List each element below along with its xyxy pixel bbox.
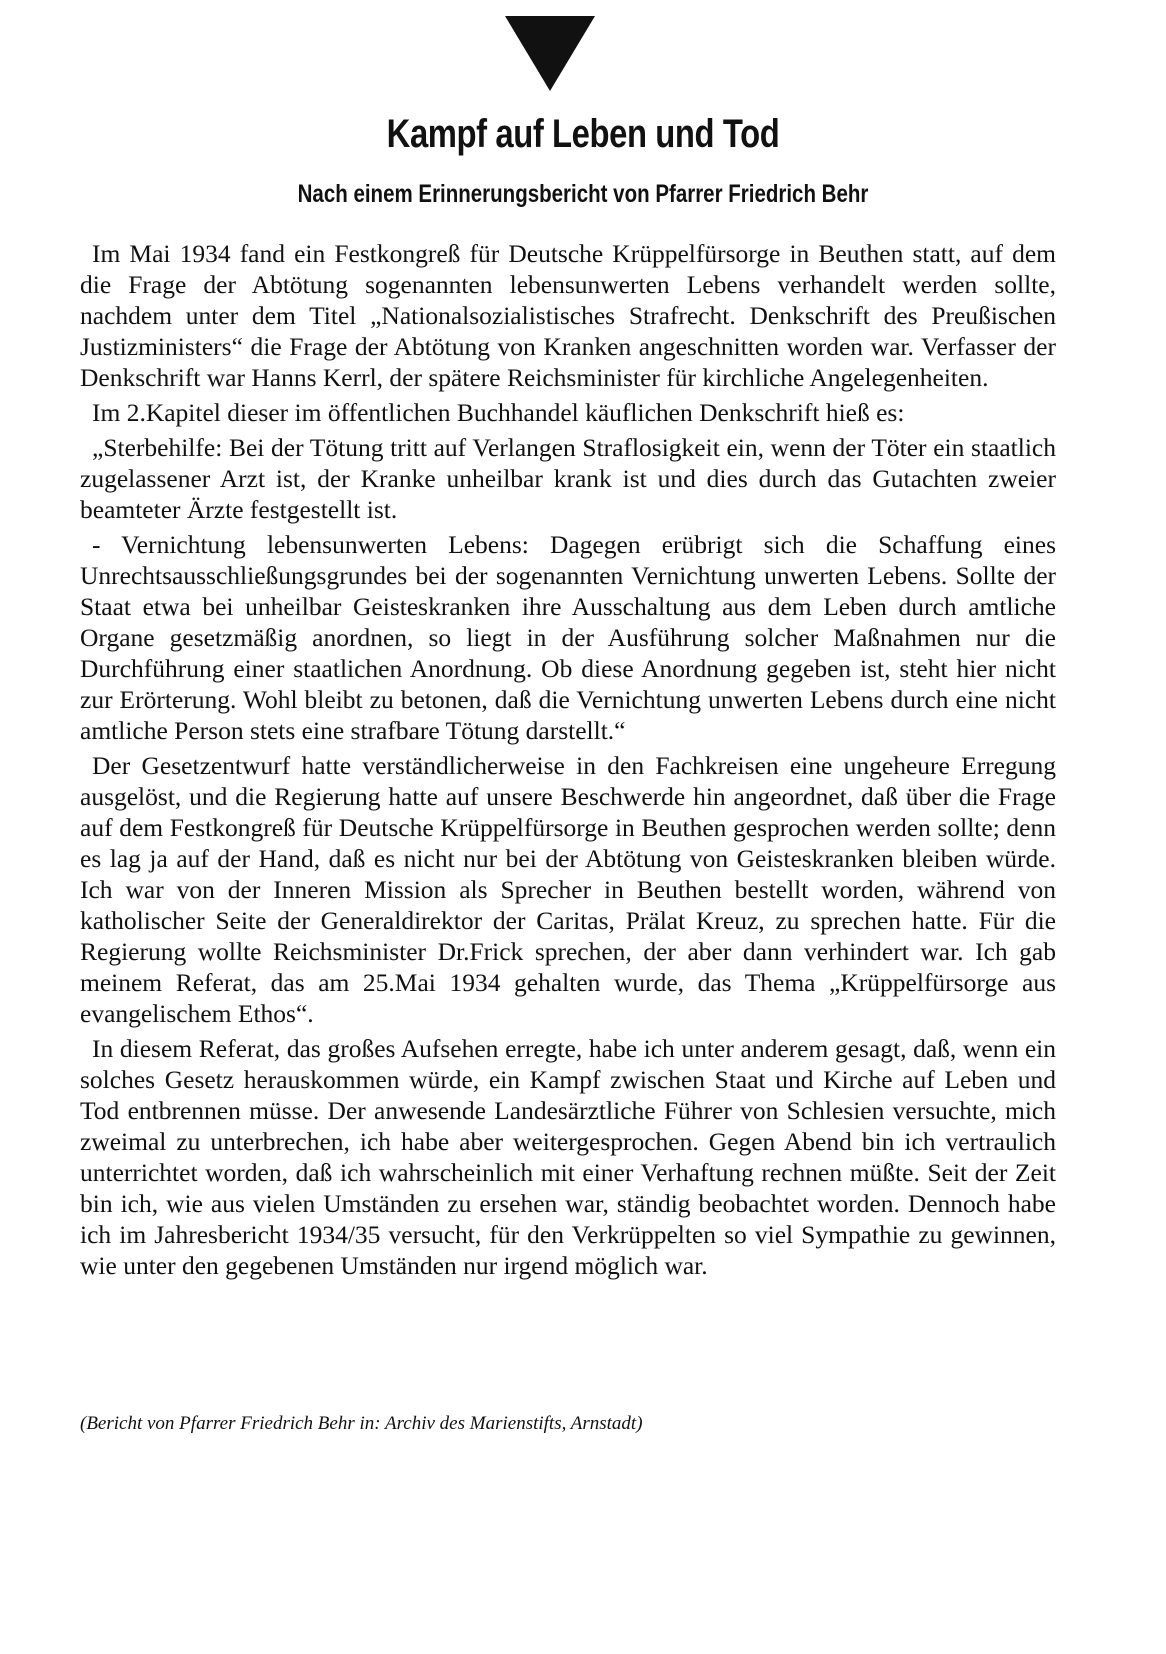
- paragraph-gesetzentwurf: Der Gesetzentwurf hatte verständlicherweise in den Fachkreisen eine ungeheure Erregung ausgelöst, und die Regierung hatte auf unsere Beschwerde hin angeordnet, daß über die Frage auf dem Festkongreß für Deutsche Krüppelfürsorge in Beuthen gesprochen werden sollte; denn es lag ja auf der Hand, daß es nicht nur bei der Abtötung von Geisteskranken bleiben würde. Ich war von der Inneren Mission als Sprecher in Beuthen bestellt worden, während von katholischer Seite der Generaldirektor der Caritas, Prälat Kreuz, zu sprechen hatte. Für die Regierung wollte Reichsminister Dr.Frick sprechen, der aber dann verhindert war. Ich gab meinem Referat, das am 25.Mai 1934 gehalten wurde, das Thema „Krüppelfürsorge aus evangelischem Ethos“.: [80, 751, 1056, 1028]
- paragraph-intro: Im Mai 1934 fand ein Festkongreß für Deutsche Krüppelfürsorge in Beuthen statt, auf dem die Frage der Abtötung sogenannten lebensunwerten Lebens verhandelt werden sollte, nachdem unter dem Titel „Nationalsozialistisches Strafrecht. Denkschrift des Preußischen Justizministers“ die Frage der Abtötung von Kranken angeschnitten worden war. Verfasser der Denkschrift war Hanns Kerrl, der spätere Reichsminister für kirchliche Angelegenheiten.: [80, 239, 1056, 392]
- paragraph-quote-vernichtung: - Vernichtung lebensunwerten Lebens: Dagegen erübrigt sich die Schaffung eines Unrechtsausschließungsgrundes bei der sogenannten Vernichtung unwerten Lebens. Sollte der Staat etwa bei unheilbar Geisteskranken ihre Ausschaltung aus dem Leben durch amtliche Organe gesetzmäßig anordnen, so liegt in der Ausführung solcher Maßnahmen nur die Durchführung einer staatlichen Anordnung. Ob diese Anordnung gegeben ist, steht hier nicht zur Erörterung. Wohl bleibt zu betonen, daß die Vernichtung unwerten Lebens durch eine nicht amtliche Person stets eine strafbare Tötung darstellt.“: [80, 530, 1056, 745]
- document-subtitle: Nach einem Erinnerungsbericht von Pfarrer Friedrich Behr: [297, 180, 869, 208]
- paragraph-quote-sterbehilfe: „Sterbehilfe: Bei der Tötung tritt auf Verlangen Straflosigkeit ein, wenn der Töter ein staatlich zugelassener Arzt ist, der Kranke unheilbar krank ist und dies durch das Gutachten zweier beamteter Ärzte festgestellt ist.: [80, 433, 1056, 524]
- paragraph-chapter-reference: Im 2.Kapitel dieser im öffentlichen Buchhandel käuflichen Denkschrift hieß es:: [92, 398, 905, 427]
- document-title: Kampf auf Leben und Tod: [386, 112, 780, 156]
- source-citation: (Bericht von Pfarrer Friedrich Behr in: Archiv des Marienstifts, Arnstadt): [80, 1413, 643, 1434]
- black-triangle-icon: [505, 16, 595, 91]
- paragraph-referat: In diesem Referat, das großes Aufsehen erregte, habe ich unter anderem gesagt, daß, wenn ein solches Gesetz herauskommen würde, ein Kampf zwischen Staat und Kirche auf Leben und Tod entbrennen müsse. Der anwesende Landesärztliche Führer von Schlesien versuchte, mich zweimal zu unterbrechen, ich habe aber weitergesprochen. Gegen Abend bin ich vertraulich unterrichtet worden, daß ich wahrscheinlich mit einer Verhaftung rechnen müßte. Seit der Zeit bin ich, wie aus vielen Umständen zu ersehen war, ständig beobachtet worden. Dennoch habe ich im Jahresbericht 1934/35 versucht, für den Verkrüppelten so viel Sympathie zu gewinnen, wie unter den gegebenen Umständen nur irgend möglich war.: [80, 1034, 1056, 1280]
- document-body: [80, 238, 1056, 1285]
